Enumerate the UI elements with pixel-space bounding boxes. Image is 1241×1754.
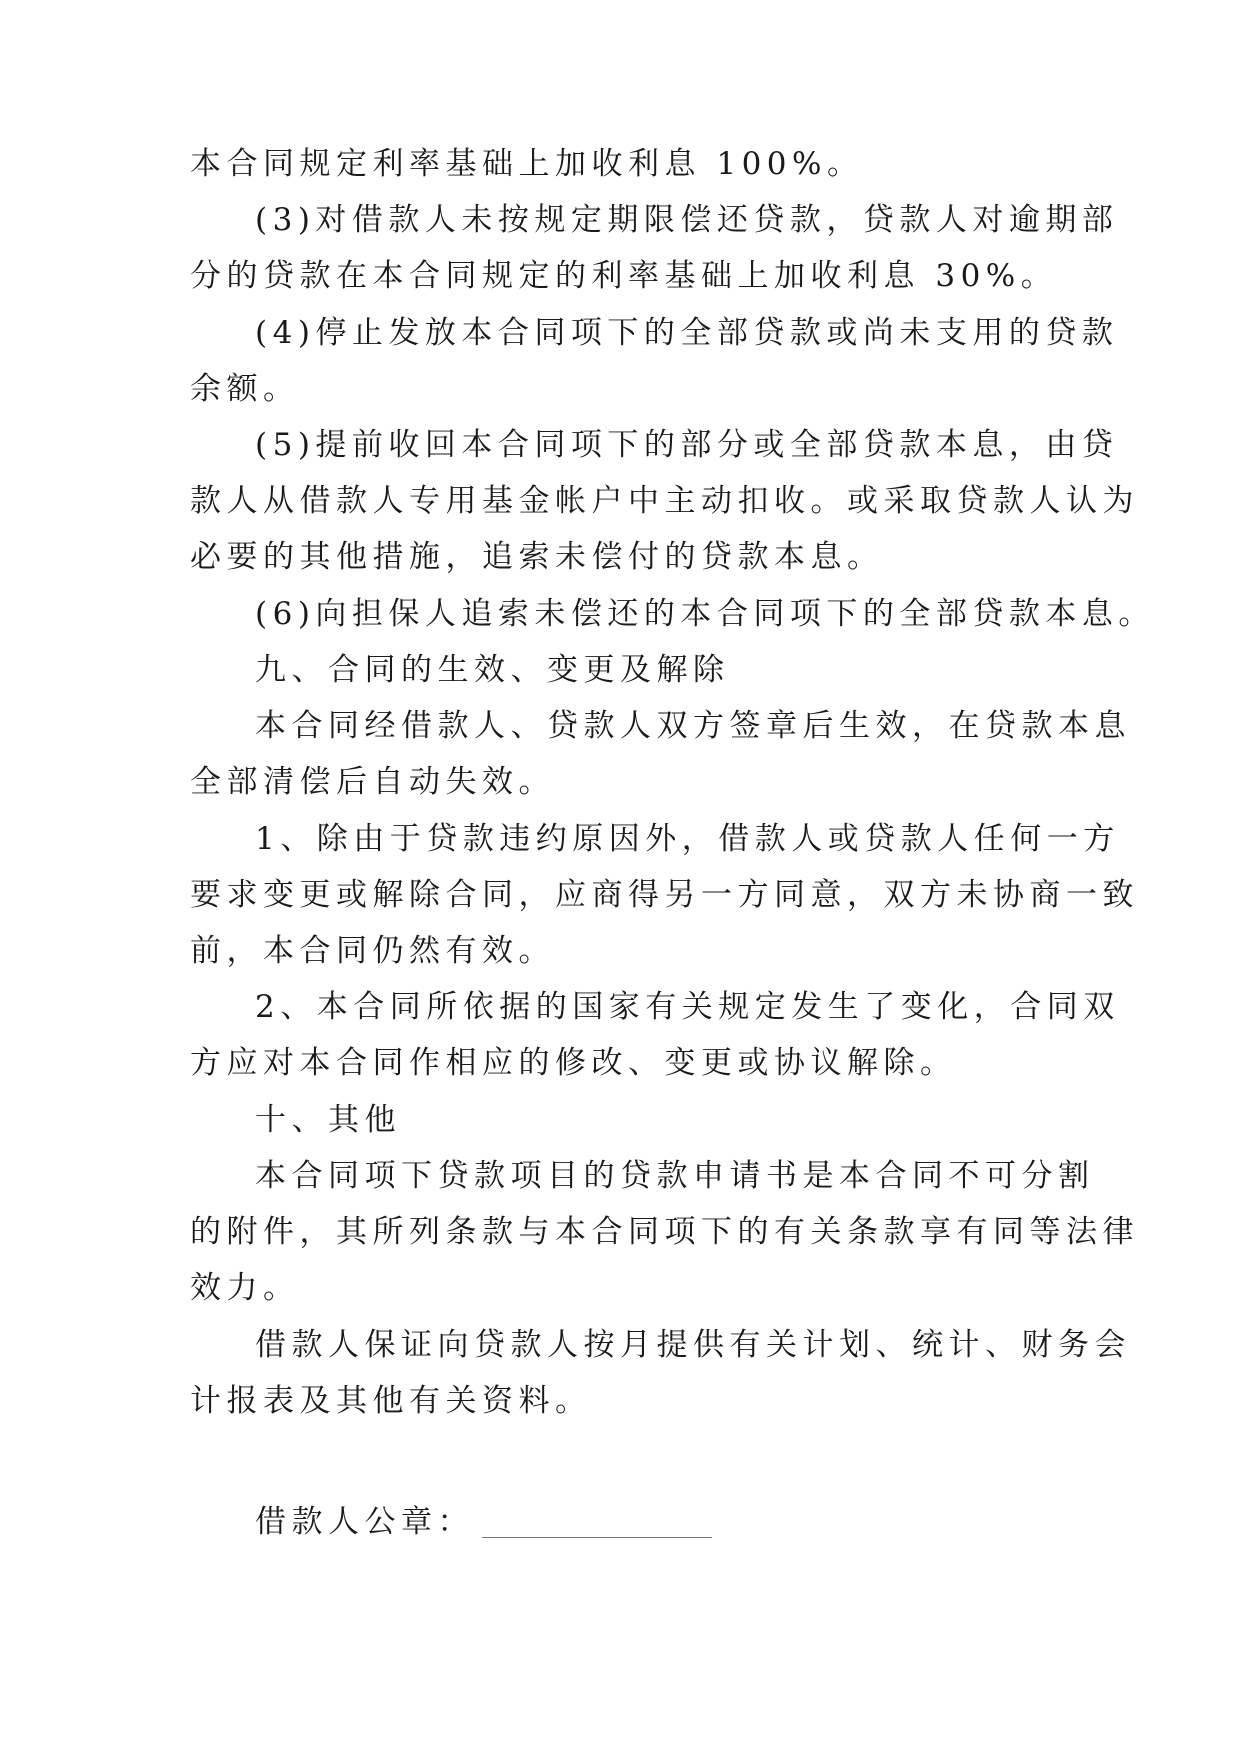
text-line: 本合同规定利率基础上加收利息 100%。 <box>190 146 864 182</box>
text-line: 分的贷款在本合同规定的利率基础上加收利息 30%。 <box>190 258 1058 294</box>
text-line: 1、除由于贷款违约原因外，借款人或贷款人任何一方 <box>255 821 1120 857</box>
text-line: 计报表及其他有关资料。 <box>190 1383 592 1419</box>
text-line: 的附件，其所列条款与本合同项下的有关条款享有同等法律 <box>190 1214 1139 1250</box>
text-line: 2、本合同所依据的国家有关规定发生了变化，合同双 <box>255 989 1120 1025</box>
section-heading: 十、其他 <box>255 1102 401 1138</box>
signature-label: 借款人公章： <box>255 1504 474 1540</box>
text-line: (5)提前收回本合同项下的部分或全部贷款本息，由贷 <box>255 427 1119 463</box>
text-line: 前，本合同仍然有效。 <box>190 933 555 969</box>
text-line: 方应对本合同作相应的修改、变更或协议解除。 <box>190 1045 957 1081</box>
text-line: 必要的其他措施，追索未偿付的贷款本息。 <box>190 539 884 575</box>
text-line: 效力。 <box>190 1270 300 1306</box>
signature-row <box>255 1500 712 1544</box>
text-line: 本合同经借款人、贷款人双方签章后生效，在贷款本息 <box>255 708 1131 744</box>
signature-blank-line <box>482 1537 712 1538</box>
text-line: 本合同项下贷款项目的贷款申请书是本合同不可分割 <box>255 1158 1095 1194</box>
text-line: (4)停止发放本合同项下的全部贷款或尚未支用的贷款 <box>255 315 1119 351</box>
text-line: 款人从借款人专用基金帐户中主动扣收。或采取贷款人认为 <box>190 483 1139 519</box>
text-line: 全部清偿后自动失效。 <box>190 764 555 800</box>
text-line: 余额。 <box>190 371 300 407</box>
text-line: (3)对借款人未按规定期限偿还贷款，贷款人对逾期部 <box>255 202 1119 238</box>
section-heading: 九、合同的生效、变更及解除 <box>255 652 730 688</box>
text-line: (6)向担保人追索未偿还的本合同项下的全部贷款本息。 <box>255 596 1155 632</box>
text-line: 要求变更或解除合同，应商得另一方同意，双方未协商一致 <box>190 877 1139 913</box>
text-line: 借款人保证向贷款人按月提供有关计划、统计、财务会 <box>255 1327 1131 1363</box>
